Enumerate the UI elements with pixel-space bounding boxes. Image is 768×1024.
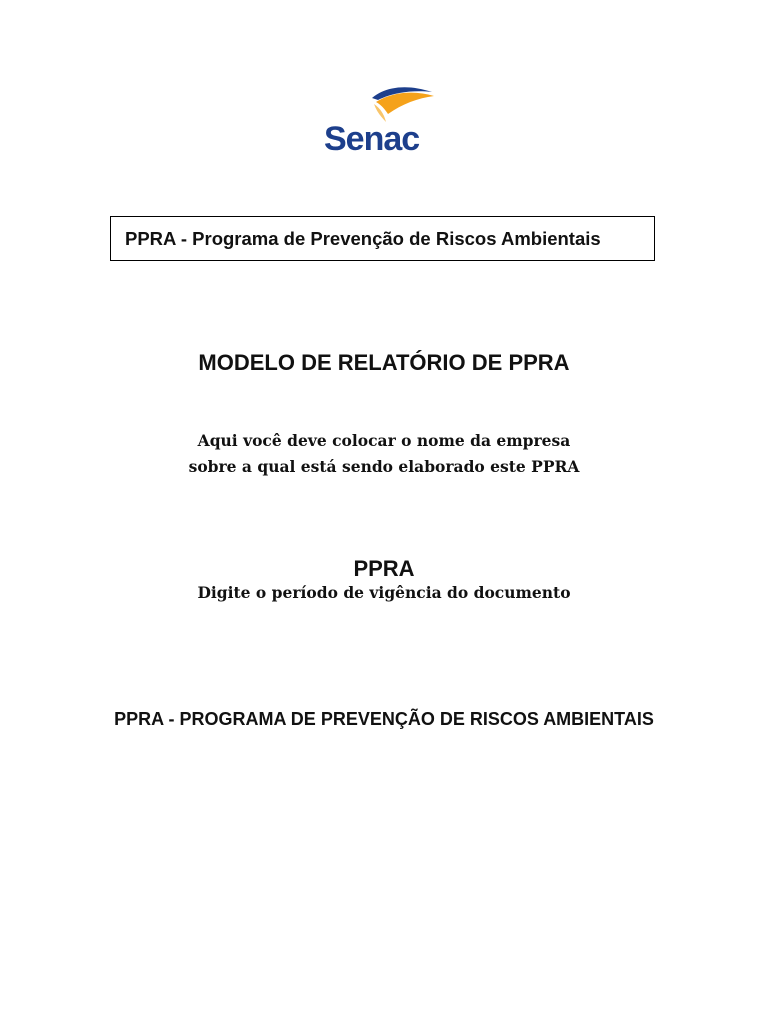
page-title: MODELO DE RELATÓRIO DE PPRA [198, 350, 570, 375]
logo-wordmark: Senac [324, 120, 420, 154]
ppra-label: PPRA [353, 556, 415, 581]
validity-period-placeholder: Digite o período de vigência do documento [197, 583, 571, 602]
company-line-2: sobre a qual está sendo elaborado este PPRA [188, 457, 580, 476]
document-title-text: PPRA - Programa de Prevenção de Riscos Ambientais [125, 227, 601, 249]
company-placeholder [0, 428, 768, 480]
document-title-box [110, 216, 655, 261]
company-line-1: Aqui você deve colocar o nome da empresa [197, 431, 571, 450]
senac-logo [322, 80, 448, 154]
program-title: PPRA - PROGRAMA DE PREVENÇÃO DE RISCOS AMBIENTAIS [114, 709, 654, 729]
